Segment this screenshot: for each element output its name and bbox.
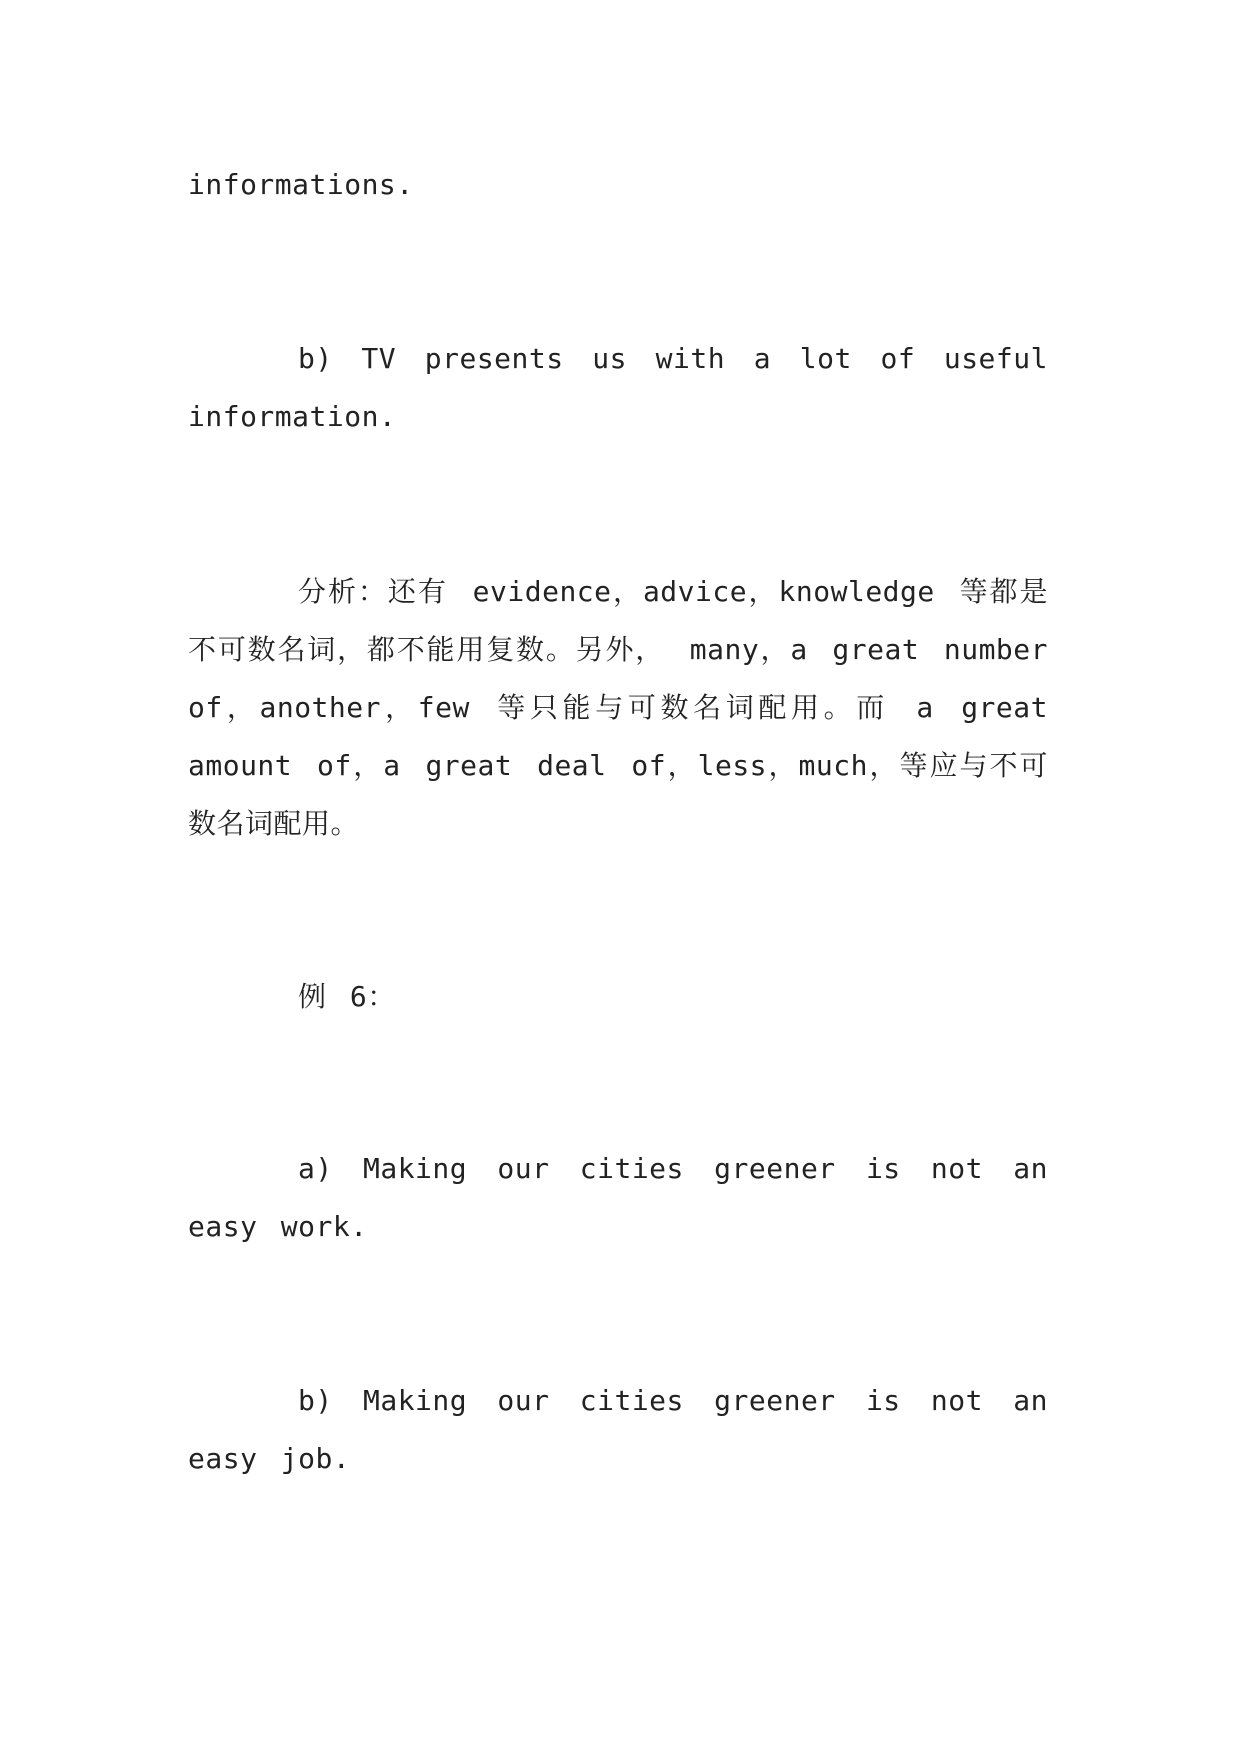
paragraph-analysis: 分析：还有 evidence，advice，knowledge 等都是不可数名词，都不能用复数。另外， many，a great number of，another，few 等只能与可数名词配用。而 a great amount of，a great deal of，less，much，等应与不可数名词配用。 xyxy=(188,575,1048,840)
paragraph-example-6b: b) Making our cities greener is not an easy job. xyxy=(188,1384,1048,1475)
paragraph-example-a-continuation: informations. xyxy=(188,168,414,201)
paragraph-example-6a: a) Making our cities greener is not an easy work. xyxy=(188,1152,1048,1243)
paragraph-example-b: b) TV presents us with a lot of useful information. xyxy=(188,342,1048,433)
example-heading: 例 6： xyxy=(298,980,396,1013)
